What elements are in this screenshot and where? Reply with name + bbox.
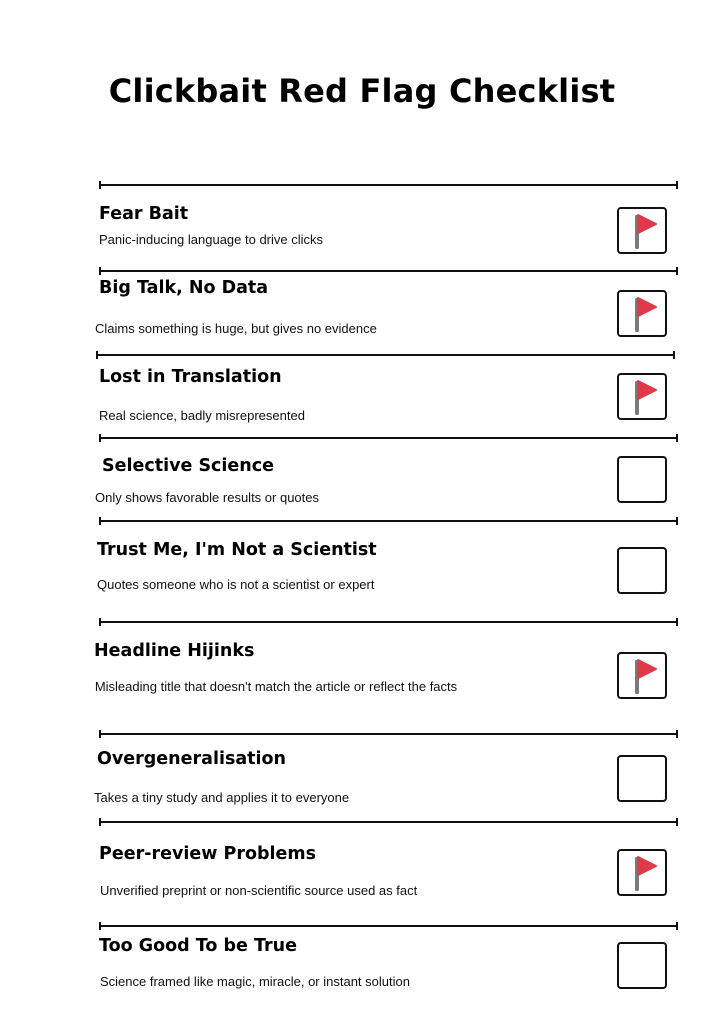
red-flag-icon	[619, 654, 665, 697]
divider	[99, 520, 678, 522]
divider	[99, 621, 678, 623]
red-flag-icon	[619, 375, 665, 418]
checkbox[interactable]	[617, 290, 667, 337]
checkbox[interactable]	[617, 652, 667, 699]
red-flag-icon	[619, 851, 665, 894]
item-description: Quotes someone who is not a scientist or expert	[97, 577, 375, 592]
divider	[99, 821, 678, 823]
item-title: Trust Me, I'm Not a Scientist	[97, 540, 377, 560]
item-description: Misleading title that doesn't match the article or reflect the facts	[94, 679, 458, 694]
page-title: Clickbait Red Flag Checklist	[108, 72, 616, 110]
item-description: Unverified preprint or non-scientific source used as fact	[100, 883, 418, 898]
divider	[99, 270, 678, 272]
checkbox[interactable]	[617, 456, 667, 503]
item-title: Selective Science	[102, 456, 274, 476]
checkbox[interactable]	[617, 942, 667, 989]
divider	[99, 925, 678, 927]
checkbox[interactable]	[617, 207, 667, 254]
item-description: Takes a tiny study and applies it to everyone	[94, 790, 350, 805]
item-title: Big Talk, No Data	[99, 278, 269, 298]
item-description: Real science, badly misrepresented	[99, 408, 305, 423]
divider	[96, 354, 675, 356]
item-description: Only shows favorable results or quotes	[95, 490, 319, 505]
item-title: Overgeneralisation	[97, 749, 287, 769]
divider	[99, 184, 678, 186]
divider	[99, 733, 678, 735]
flag-banner	[638, 215, 656, 233]
item-description: Panic-inducing language to drive clicks	[99, 232, 324, 247]
checkbox[interactable]	[617, 849, 667, 896]
divider	[99, 437, 678, 439]
item-title: Lost in Translation	[99, 367, 282, 387]
item-title: Headline Hijinks	[94, 641, 255, 661]
item-title: Fear Bait	[99, 204, 189, 224]
red-flag-icon	[619, 292, 665, 335]
flag-banner	[638, 660, 656, 678]
item-description: Science framed like magic, miracle, or instant solution	[100, 974, 410, 989]
item-title: Peer-review Problems	[99, 844, 317, 864]
flag-banner	[638, 298, 656, 316]
red-flag-icon	[619, 209, 665, 252]
item-title: Too Good To be True	[99, 936, 297, 956]
item-description: Claims something is huge, but gives no evidence	[95, 321, 377, 336]
checkbox[interactable]	[617, 547, 667, 594]
flag-banner	[638, 857, 656, 875]
checkbox[interactable]	[617, 755, 667, 802]
flag-banner	[638, 381, 656, 399]
checkbox[interactable]	[617, 373, 667, 420]
